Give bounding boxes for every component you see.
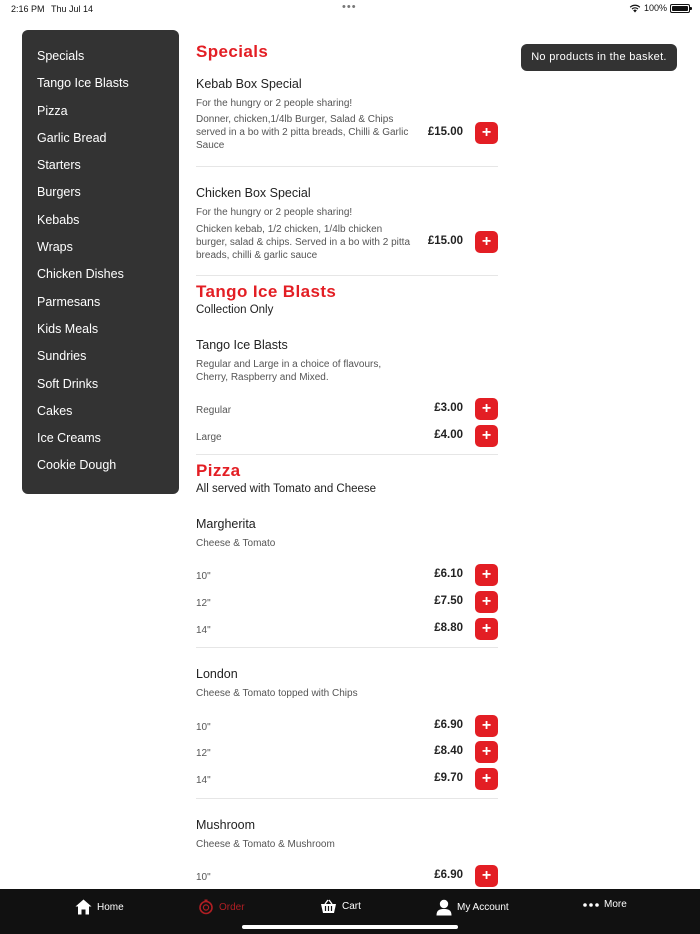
sidebar-item-pizza[interactable]: Pizza [37, 103, 68, 118]
option-label: 10" [196, 571, 211, 582]
sidebar-item-kebabs[interactable]: Kebabs [37, 212, 80, 227]
tab-my-account[interactable] [436, 899, 509, 916]
tab-order[interactable] [198, 899, 245, 915]
option-price: £9.70 [434, 772, 463, 784]
battery-icon [670, 4, 690, 13]
more-dots-icon [583, 902, 599, 908]
sidebar-item-tango-ice-blasts[interactable]: Tango Ice Blasts [37, 76, 129, 91]
sidebar-item-starters[interactable]: Starters [37, 158, 81, 173]
tab-cart[interactable] [320, 899, 361, 914]
option-price: £6.10 [434, 568, 463, 580]
option-price: £8.40 [434, 745, 463, 757]
option-label: 12" [196, 748, 211, 759]
wifi-icon [629, 4, 641, 13]
product-description: Donner, chicken,1/4lb Burger, Salad & Chips served in a bo with 2 pitta breads, Chilli & Garlic Sauce [196, 114, 409, 151]
sidebar-item-burgers[interactable]: Burgers [37, 185, 81, 200]
option-price: £6.90 [434, 719, 463, 731]
sidebar-item-chicken-dishes[interactable]: Chicken Dishes [37, 267, 124, 282]
option-label: 14" [196, 775, 211, 786]
product-price: £15.00 [427, 126, 463, 138]
sidebar-item-cookie-dough[interactable]: Cookie Dough [37, 458, 117, 473]
product-name: London [196, 667, 238, 681]
add-to-basket-button[interactable]: + [475, 425, 498, 447]
product-price: £15.00 [427, 235, 463, 247]
cart-icon [320, 899, 337, 914]
option-price: £3.00 [434, 402, 463, 414]
add-to-basket-button[interactable]: + [475, 865, 498, 887]
category-sidebar [22, 30, 179, 494]
option-label: Regular [196, 405, 232, 416]
tab-label: Order [219, 901, 245, 913]
add-to-basket-button[interactable]: + [475, 231, 498, 253]
status-date: Thu Jul 14 [51, 4, 94, 14]
tab-home[interactable] [75, 899, 124, 915]
add-to-basket-button[interactable]: + [475, 618, 498, 640]
sidebar-item-cakes[interactable]: Cakes [37, 403, 73, 418]
add-to-basket-button[interactable]: + [475, 398, 498, 420]
option-price: £4.00 [434, 429, 463, 441]
option-price: £6.90 [434, 869, 463, 881]
add-to-basket-button[interactable]: + [475, 122, 498, 144]
tab-more[interactable] [583, 899, 627, 910]
home-indicator[interactable] [242, 925, 458, 929]
sidebar-item-specials[interactable]: Specials [37, 49, 85, 63]
option-label: 10" [196, 722, 211, 733]
sidebar-item-garlic-bread[interactable]: Garlic Bread [37, 130, 107, 145]
add-to-basket-button[interactable]: + [475, 591, 498, 613]
multitasking-dots-icon[interactable]: ••• [342, 1, 357, 13]
add-to-basket-button[interactable]: + [475, 741, 498, 763]
section-title-specials: Specials [196, 42, 269, 61]
sidebar-item-ice-creams[interactable]: Ice Creams [37, 431, 101, 446]
status-indicators [629, 3, 690, 13]
divider [196, 275, 498, 276]
divider [196, 647, 498, 648]
product-description: Regular and Large in a choice of flavours, Cherry, Raspberry and Mixed. [196, 359, 382, 383]
section-subtitle: Collection Only [196, 304, 274, 316]
tab-label: Home [97, 901, 124, 913]
product-name: Chicken Box Special [196, 186, 311, 200]
battery-percent: 100% [643, 3, 667, 13]
product-name: Tango Ice Blasts [196, 338, 288, 352]
section-subtitle: All served with Tomato and Cheese [196, 483, 377, 495]
status-bar [0, 0, 700, 18]
option-label: 14" [196, 625, 211, 636]
add-to-basket-button[interactable]: + [475, 768, 498, 790]
home-icon [75, 899, 92, 915]
tab-label: More [604, 899, 627, 910]
option-label: 10" [196, 872, 211, 883]
product-description: For the hungry or 2 people sharing! [196, 207, 353, 218]
sidebar-item-soft-drinks[interactable]: Soft Drinks [37, 376, 99, 391]
user-icon [436, 899, 452, 916]
divider [196, 454, 498, 455]
sidebar-item-wraps[interactable]: Wraps [37, 240, 73, 255]
add-to-basket-button[interactable]: + [475, 564, 498, 586]
product-description: Cheese & Tomato & Mushroom [196, 839, 335, 850]
option-label: 12" [196, 598, 211, 609]
option-price: £7.50 [434, 595, 463, 607]
tab-label: My Account [457, 902, 509, 913]
divider [196, 798, 498, 799]
sidebar-item-kids-meals[interactable]: Kids Meals [37, 321, 99, 336]
section-title-tango-ice-blasts: Tango Ice Blasts [196, 282, 337, 301]
sidebar-item-parmesans[interactable]: Parmesans [37, 294, 101, 309]
product-name: Kebab Box Special [196, 77, 302, 91]
order-icon [198, 899, 214, 915]
divider [196, 166, 498, 167]
product-name: Margherita [196, 517, 256, 531]
status-time: 2:16 PM [11, 4, 45, 14]
product-description: Chicken kebab, 1/2 chicken, 1/4lb chicken burger, salad & chips. Served in a bo with 2 pitta breads, chilli & garlic sauce [196, 224, 411, 261]
option-label: Large [196, 432, 222, 443]
sidebar-item-sundries[interactable]: Sundries [37, 349, 87, 364]
product-name: Mushroom [196, 818, 256, 832]
basket-status: No products in the basket. [521, 44, 677, 71]
section-title-pizza: Pizza [196, 461, 241, 480]
option-price: £8.80 [434, 622, 463, 634]
add-to-basket-button[interactable]: + [475, 715, 498, 737]
product-description: For the hungry or 2 people sharing! [196, 98, 353, 109]
product-description: Cheese & Tomato topped with Chips [196, 688, 358, 699]
product-description: Cheese & Tomato [196, 538, 276, 549]
tab-label: Cart [342, 901, 361, 912]
